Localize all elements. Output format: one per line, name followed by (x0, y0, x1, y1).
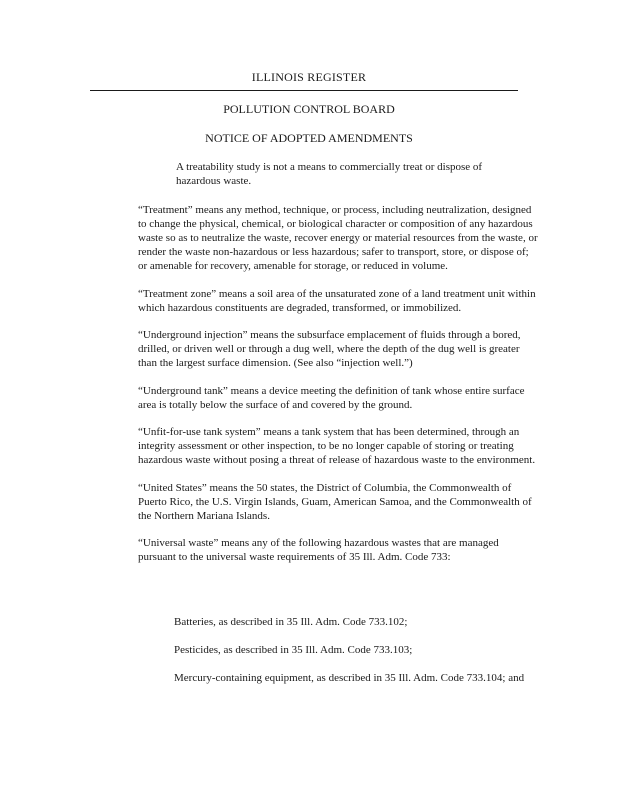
universal-item-mercury: Mercury-containing equipment, as described in 35 Ill. Adm. Code 733.104; and (174, 672, 525, 684)
board-name: POLLUTION CONTROL BOARD (223, 102, 395, 116)
definition-universal-waste: “Universal waste” means any of the following hazardous wastes that are managed pursuant to the universal waste requirements of 35 Ill. Adm. Code 733: (138, 537, 499, 563)
register-title: ILLINOIS REGISTER (251, 70, 367, 84)
universal-item-batteries: Batteries, as described in 35 Ill. Adm. Code 733.102; (174, 616, 408, 628)
definition-united-states: “United States” means the 50 states, the District of Columbia, the Commonwealth of Puerto Rico, the U.S. Virgin Islands, Guam, American Samoa, and the Commonwealth of the Northern Mariana Islands. (138, 481, 532, 522)
universal-item-pesticides: Pesticides, as described in 35 Ill. Adm. Code 733.103; (174, 644, 413, 656)
definition-unfit-tank-system: “Unfit-for-use tank system” means a tank system that has been determined, through an integrity assessment or other inspection, to be no longer capable of storing or treating hazardous waste without posing a threat of release of hazardous waste to the environment. (138, 426, 536, 466)
definition-underground-tank: “Underground tank” means a device meeting the definition of tank whose entire surface area is totally below the surface of and covered by the ground. (138, 384, 525, 411)
notice-title: NOTICE OF ADOPTED AMENDMENTS (205, 131, 413, 145)
intro-paragraph: A treatability study is not a means to commercially treat or dispose of hazardous waste. (176, 161, 483, 187)
header-divider (90, 90, 518, 91)
definition-underground-injection: “Underground injection” means the subsurface emplacement of fluids through a bored, drilled, or driven well or through a dug well, where the depth of the dug well is greater than the largest surface dimension. (See also “injection well.”) (138, 329, 521, 369)
definition-treatment: “Treatment” means any method, technique, or process, including neutralization, designed to change the physical, chemical, or biological character or composition of any hazardous waste so as to neutralize the waste, recover energy or material resources from the waste, or render the waste non-hazardous or less hazardous; safer to transport, store, or dispose of; or amenable for recovery, amenable for storage, or reduced in volume. (138, 204, 538, 272)
definitions-section (138, 203, 538, 578)
definition-treatment-zone: “Treatment zone” means a soil area of the unsaturated zone of a land treatment unit within which hazardous constituents are degraded, transformed, or immobilized. (138, 287, 536, 314)
